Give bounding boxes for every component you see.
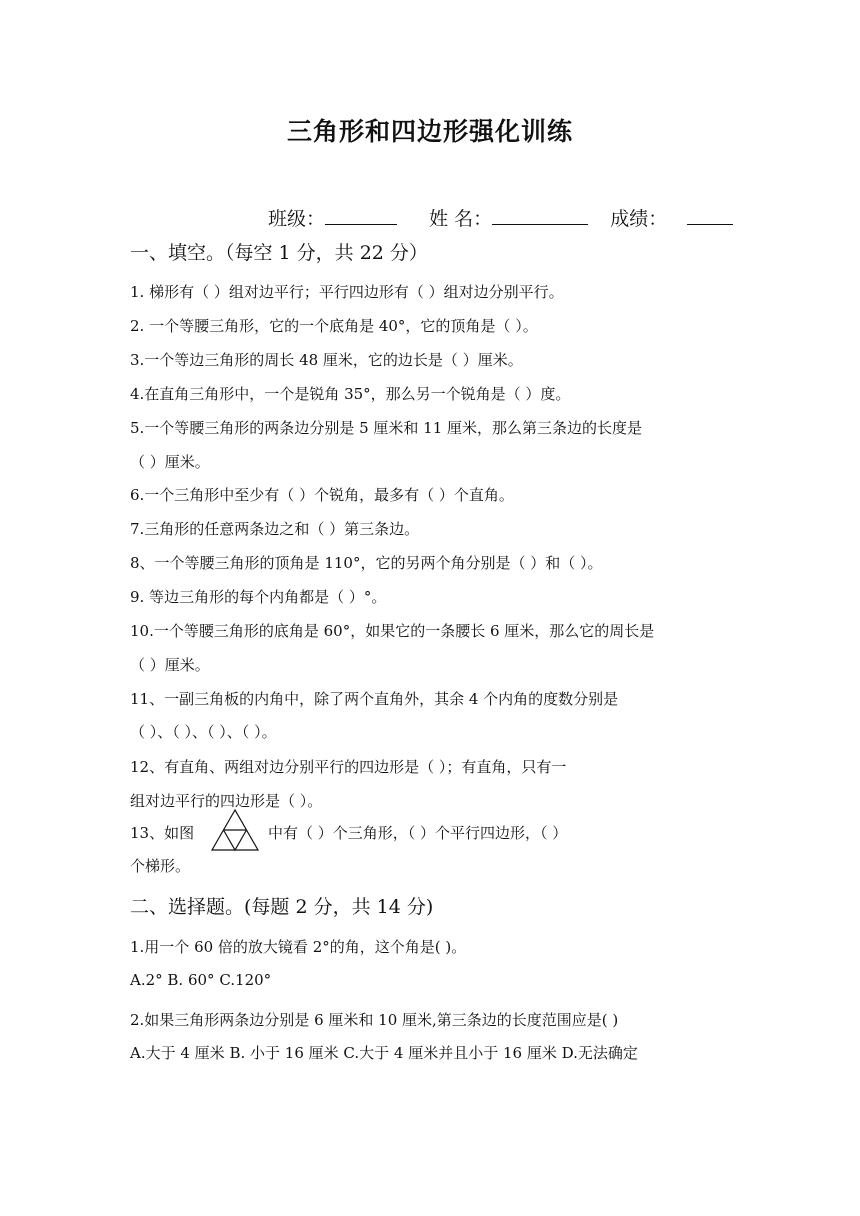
question-line: 3.一个等边三角形的周长 48 厘米，它的边长是（ ）厘米。 [130,351,523,369]
question-line: 4.在直角三角形中，一个是锐角 35°，那么另一个锐角是（ ）度。 [130,385,571,403]
choice-line: A.大于 4 厘米 B. 小于 16 厘米 C.大于 4 厘米并且小于 16 厘米 D.无法确定 [130,1044,638,1062]
question-line: （ ）、（ ）、（ ）、（ ）。 [130,723,277,741]
question-line: 1.用一个 60 倍的放大镜看 2°的角，这个角是( )。 [130,938,467,956]
question-line: 1. 梯形有（ ）组对边平行；平行四边形有（ ）组对边分别平行。 [130,283,564,301]
page-title: 三角形和四边形强化训练 [286,117,573,146]
class-label: 班级： [268,208,326,230]
score-blank[interactable] [687,208,733,225]
triangle-figure [210,808,260,852]
question-line: 2.如果三角形两条边分别是 6 厘米和 10 厘米,第三条边的长度范围应是( ) [130,1011,619,1029]
section2-heading: 二、选择题。(每题 2 分，共 14 分) [130,896,434,918]
question-line: 5.一个等腰三角形的两条边分别是 5 厘米和 11 厘米，那么第三条边的长度是 [130,419,643,437]
question-line: 11、一副三角板的内角中，除了两个直角外，其余 4 个内角的度数分别是 [130,690,619,708]
question-line: （ ）厘米。 [130,656,210,674]
name-label: 姓 名： [429,208,493,230]
q13-prefix: 13、如图 [130,824,195,842]
question-line: （ ）厘米。 [130,453,210,471]
score-label: 成绩： [610,208,668,230]
question-line: 10.一个等腰三角形的底角是 60°，如果它的一条腰长 6 厘米，那么它的周长是 [130,622,655,640]
question-line: 8、一个等腰三角形的顶角是 110°，它的另两个角分别是（ ）和（ ）。 [130,554,603,572]
question-line: 2. 一个等腰三角形，它的一个底角是 40°，它的顶角是（ ）。 [130,317,538,335]
question-line: 7.三角形的任意两条边之和（ ）第三条边。 [130,520,420,538]
student-info-line [268,204,733,231]
name-blank[interactable] [492,208,588,225]
question-line: 9. 等边三角形的每个内角都是（ ）°。 [130,588,387,606]
class-blank[interactable] [325,208,397,225]
choice-line: A.2° B. 60° C.120° [130,971,272,989]
section1-heading: 一、填空。（每空 1 分，共 22 分） [130,242,428,264]
question-line: 6.一个三角形中至少有（ ）个锐角，最多有（ ）个直角。 [130,486,514,504]
question-line: 组对边平行的四边形是（ ）。 [130,792,323,810]
q13-suffix: 中有（ ）个三角形，（ ）个平行四边形，（ ） [268,824,568,842]
question-line: 12、有直角、两组对边分别平行的四边形是（ ）；有直角，只有一 [130,758,567,776]
question-line: 个梯形。 [130,857,191,875]
